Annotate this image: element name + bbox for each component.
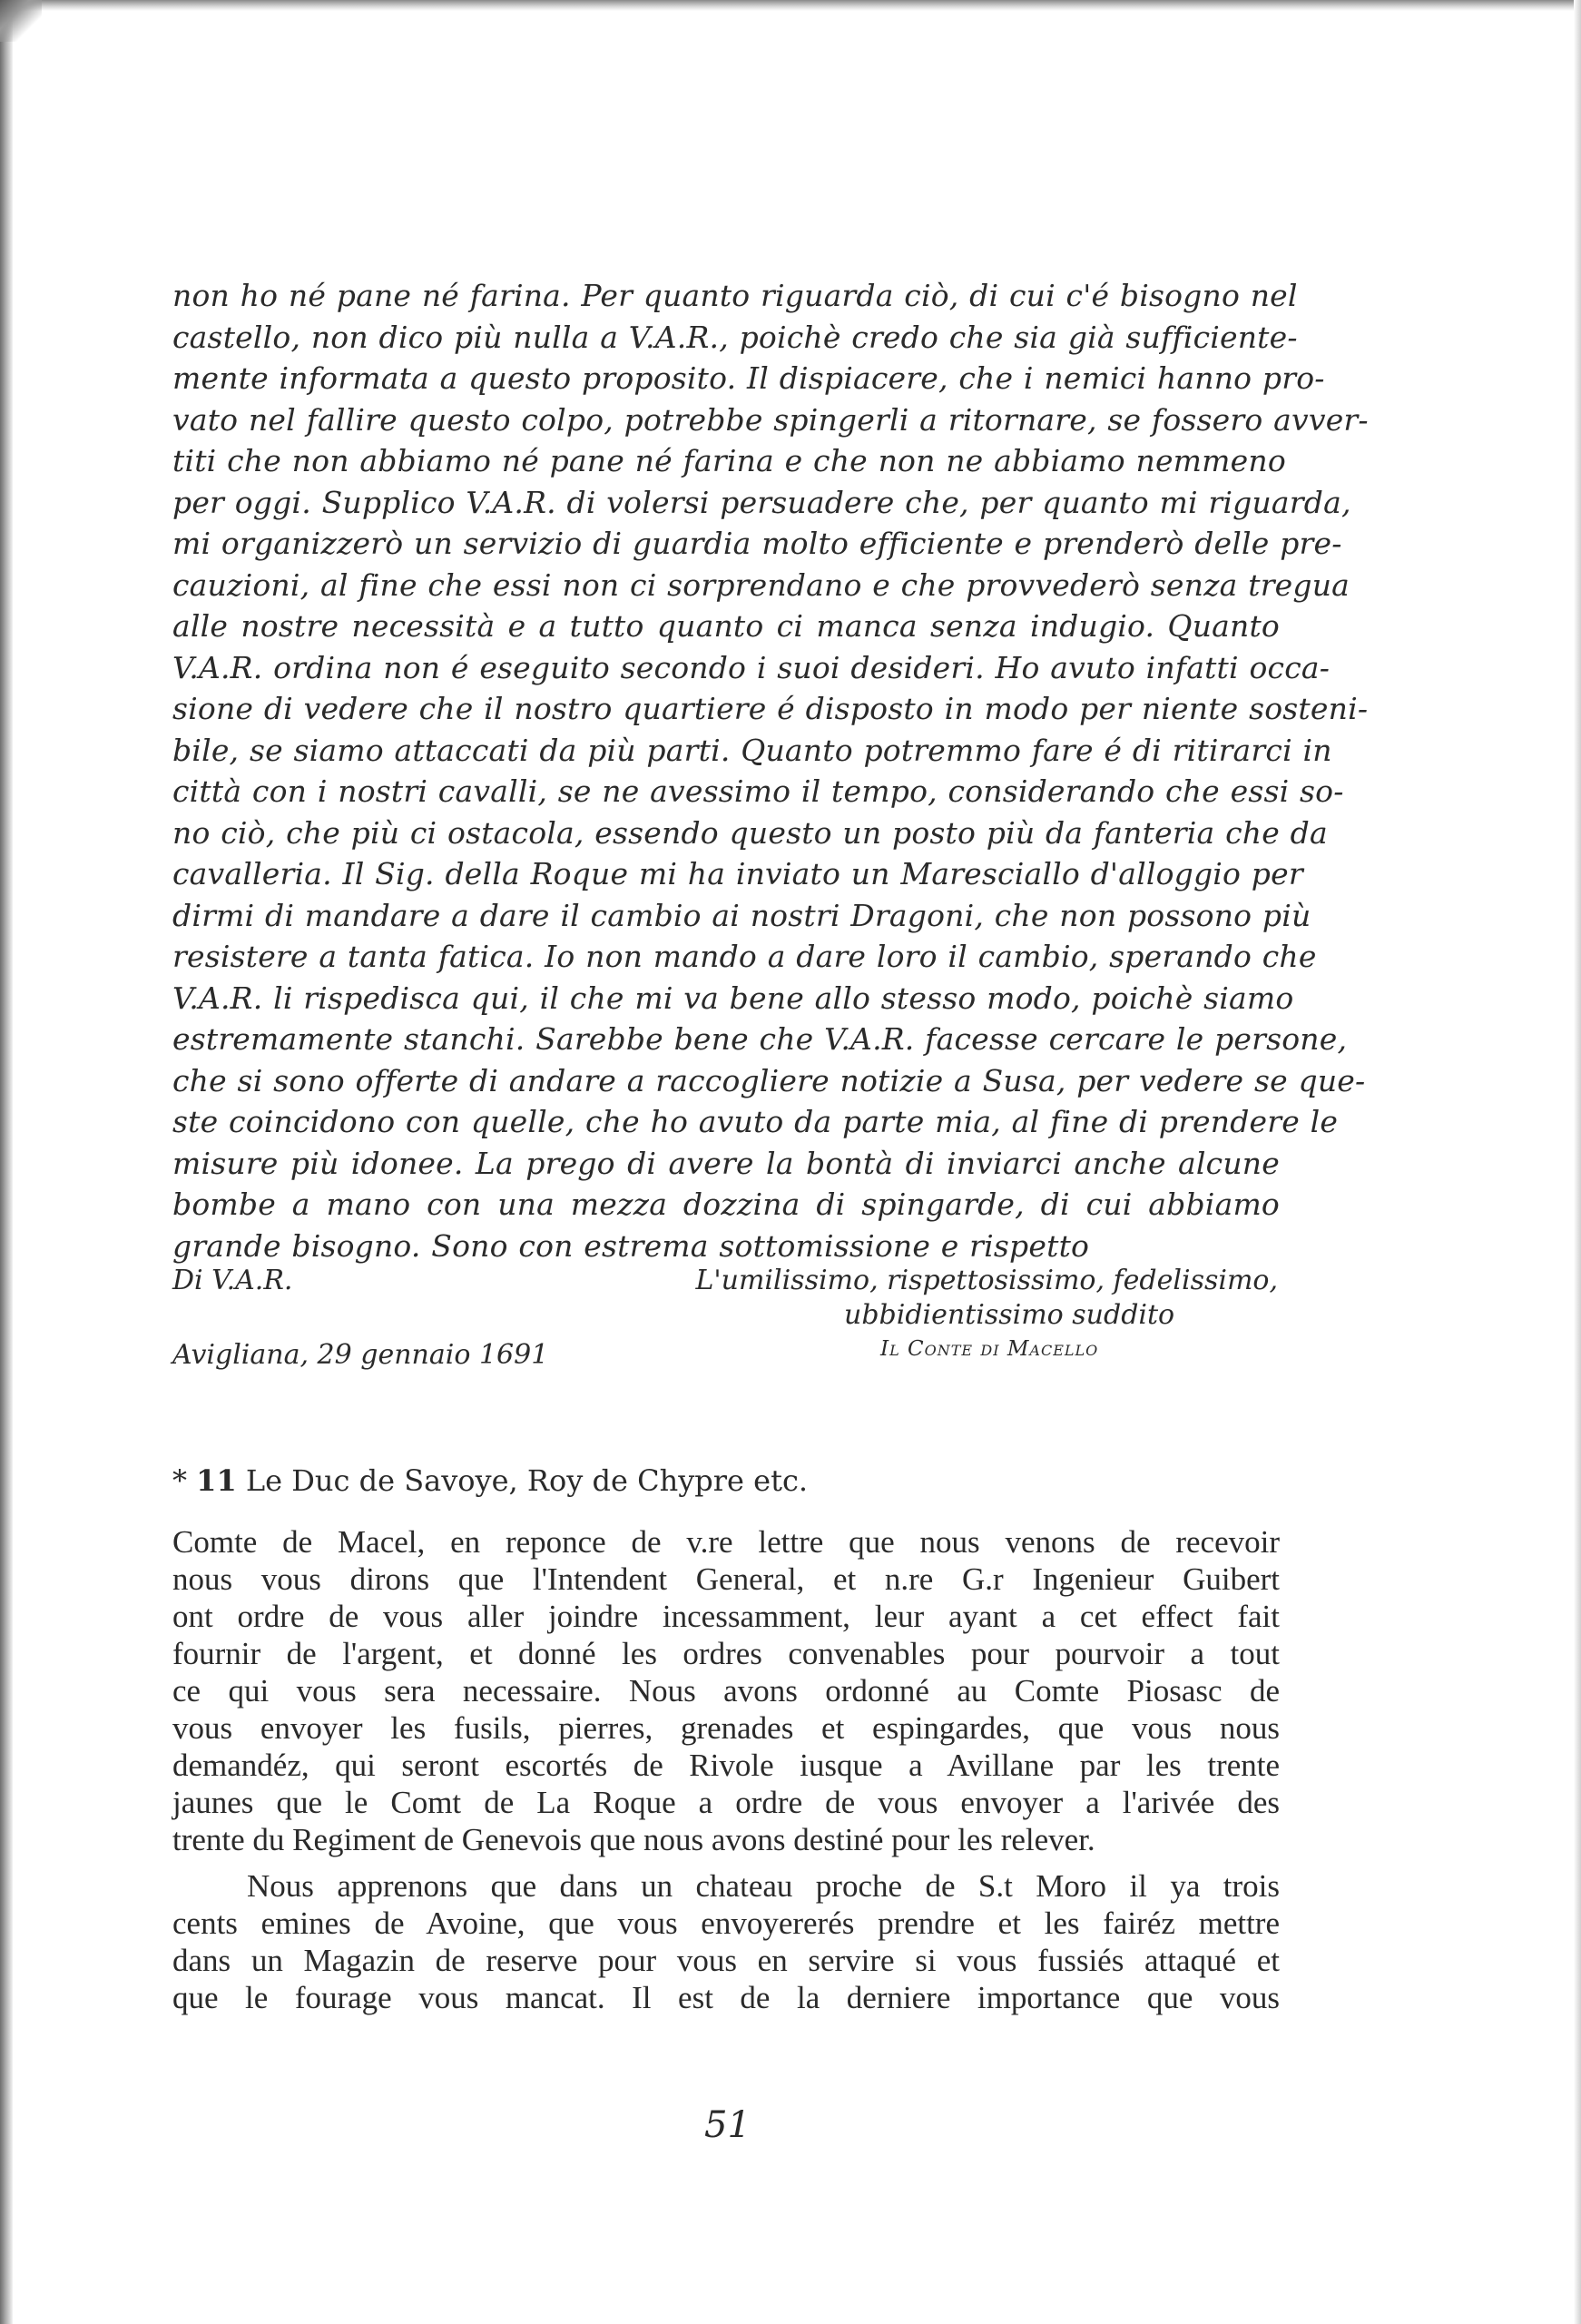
letter-line: grande bisogno. Sono con estrema sottomissione e rispetto bbox=[172, 1227, 1090, 1264]
document-line: dans un Magazin de reserve pour vous en servire si vous fussiés attaqué et bbox=[172, 1943, 1280, 1978]
letter-line: che si sono offerte di andare a raccogliere notizie a Susa, per vedere se que- bbox=[172, 1062, 1366, 1098]
document-line: vous envoyer les fusils, pierres, grenades et espingardes, que vous nous bbox=[172, 1710, 1280, 1746]
letter-line: dirmi di mandare a dare il cambio ai nostri Dragoni, che non possono più bbox=[172, 897, 1311, 933]
closing-formula-continued: ubbidientissimo suddito bbox=[844, 1299, 1175, 1331]
letter-line: cauzioni, al fine che essi non ci sorprendano e che provvederò senza tregua bbox=[172, 566, 1350, 603]
scan-shadow-right bbox=[1574, 0, 1581, 2324]
scan-shadow-left bbox=[0, 0, 13, 2324]
scan-shadow-top bbox=[0, 0, 1581, 11]
letter-line: ste coincidono con quelle, che ho avuto da parte mia, al fine di prendere le bbox=[172, 1104, 1339, 1139]
letter-line: resistere a tanta fatica. Io non mando a dare loro il cambio, sperando che bbox=[172, 939, 1317, 974]
document-line: jaunes que le Comt de La Roque a ordre de vous envoyer a l'arivée des bbox=[172, 1785, 1280, 1820]
letter-line: cavalleria. Il Sig. della Roque mi ha inviato un Maresciallo d'alloggio per bbox=[172, 856, 1303, 891]
scan-shadow-corner bbox=[0, 0, 42, 42]
document-line: trente du Regiment de Genevois que nous avons destiné pour les relever. bbox=[172, 1822, 1095, 1857]
letter-line: V.A.R. ordina non é eseguito secondo i suoi desideri. Ho avuto infatti occa- bbox=[172, 649, 1331, 685]
document-line: fournir de l'argent, et donné les ordres convenables pour pourvoir a tout bbox=[172, 1636, 1280, 1671]
letter-line: mente informata a questo proposito. Il dispiacere, che i nemici hanno pro- bbox=[172, 360, 1325, 396]
page-number: 51 bbox=[704, 2104, 751, 2146]
letter-line: per oggi. Supplico V.A.R. di volersi persuadere che, per quanto mi riguarda, bbox=[172, 484, 1351, 520]
signature-name: Il Conte di Macello bbox=[880, 1337, 1099, 1361]
document-line: nous vous dirons que l'Intendent General, et n.re G.r Ingenieur Guibert bbox=[172, 1561, 1280, 1597]
letter-line: bile, se siamo attaccati da più parti. Quanto potremmo fare é di ritirarci in bbox=[172, 732, 1332, 768]
letter-line: bombe a mano con una mezza dozzina di spingarde, di cui abbiamo bbox=[172, 1187, 1280, 1222]
letter-line: mi organizzerò un servizio di guardia molto efficiente e prenderò delle pre- bbox=[172, 526, 1342, 561]
document-title: Le Duc de Savoye, Roy de Chypre etc. bbox=[245, 1463, 809, 1498]
closing-salutation: Di V.A.R. bbox=[172, 1265, 293, 1296]
closing-formula: L'umilissimo, rispettosissimo, fedelissimo, bbox=[695, 1265, 1278, 1296]
letter-line: estremamente stanchi. Sarebbe bene che V.A.R. facesse cercare le persone, bbox=[172, 1021, 1348, 1057]
document-number: 11 bbox=[196, 1463, 237, 1498]
document-line: demandéz, qui seront escortés de Rivole iusque a Avillane par les trente bbox=[172, 1748, 1280, 1783]
document-line: Comte de Macel, en reponce de v.re lettre que nous venons de recevoir bbox=[172, 1524, 1280, 1560]
document-line: ont ordre de vous aller joindre incessamment, leur ayant a cet effect fait bbox=[172, 1599, 1280, 1634]
letter-line: alle nostre necessità e a tutto quanto ci manca senza indugio. Quanto bbox=[172, 608, 1280, 644]
letter-line: titi che non abbiamo né pane né farina e che non ne abbiamo nemmeno bbox=[172, 443, 1286, 478]
document-heading bbox=[172, 1463, 808, 1498]
document-paragraph-1 bbox=[172, 1523, 1280, 1858]
document-line: que le fourage vous mancat. Il est de la derniere importance que vous bbox=[172, 1980, 1280, 2015]
letter-line: castello, non dico più nulla a V.A.R., poichè credo che sia già sufficiente- bbox=[172, 319, 1298, 355]
document-line: ce qui vous sera necessaire. Nous avons ordonné au Comte Piosasc de bbox=[172, 1673, 1280, 1709]
closing-place-date: Avigliana, 29 gennaio 1691 bbox=[172, 1339, 549, 1371]
letter-line: città con i nostri cavalli, se ne avessimo il tempo, considerando che essi so- bbox=[172, 773, 1344, 809]
document-line: cents emines de Avoine, que vous envoyererés prendre et les fairéz mettre bbox=[172, 1905, 1280, 1941]
document-line: Nous apprenons que dans un chateau proche de S.t Moro il ya trois bbox=[247, 1868, 1280, 1904]
letter-line: no ciò, che più ci ostacola, essendo questo un posto più da fanteria che da bbox=[172, 814, 1328, 851]
letter-line: non ho né pane né farina. Per quanto riguarda ciò, di cui c'é bisogno nel bbox=[172, 278, 1298, 313]
letter-line: sione di vedere che il nostro quartiere é disposto in modo per niente sosteni- bbox=[172, 691, 1369, 726]
document-paragraph-2 bbox=[172, 1867, 1280, 2016]
document-marker: * bbox=[172, 1463, 187, 1498]
letter-body bbox=[172, 275, 1369, 1266]
letter-line: misure più idonee. La prego di avere la bontà di inviarci anche alcune bbox=[172, 1145, 1280, 1181]
letter-line: vato nel fallire questo colpo, potrebbe spingerli a ritornare, se fossero avver- bbox=[172, 401, 1369, 438]
letter-line: V.A.R. li rispedisca qui, il che mi va bene allo stesso modo, poichè siamo bbox=[172, 980, 1294, 1016]
